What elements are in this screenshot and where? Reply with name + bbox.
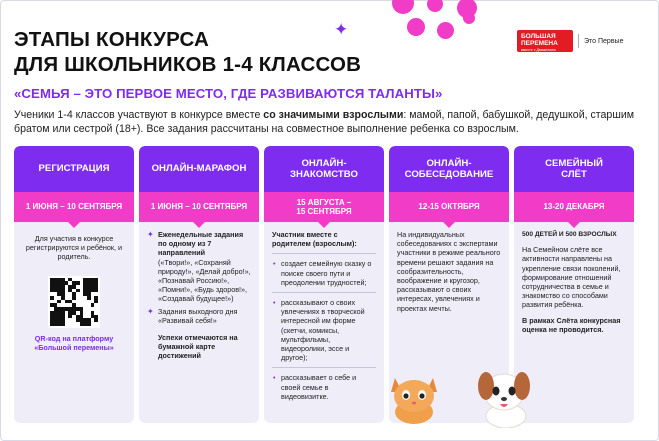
stage-registration: [14, 146, 134, 423]
qr-caption: QR-код на платформу «Большой перемены»: [34, 333, 114, 352]
stage-date: 13-20 ДЕКАБРЯ: [514, 192, 634, 222]
stage-title: РЕГИСТРАЦИЯ: [14, 146, 134, 192]
sparkle-icon: ✦: [334, 20, 349, 39]
stage-date: 1 ИЮНЯ – 10 СЕНТЯБРЯ: [14, 192, 134, 222]
sparkle-bullet-icon: ✦: [147, 306, 154, 316]
list-item: • рассказывает о себе и своей семье в видеовизитке.: [272, 373, 376, 401]
stage-title: СЕМЕЙНЫЙ СЛЁТ: [514, 146, 634, 192]
page-title: [14, 27, 434, 77]
title-line-2: ДЛЯ ШКОЛЬНИКОВ 1-4 КЛАССОВ: [14, 53, 362, 76]
brand-logo: [517, 30, 633, 59]
stage-title: ОНЛАЙН- ЗНАКОМСТВО: [264, 146, 384, 192]
stage-date: 15 АВГУСТА – 15 СЕНТЯБРЯ: [264, 192, 384, 222]
qr-module: [94, 322, 98, 326]
intro-bold: со значимыми взрослыми: [263, 109, 404, 121]
qr-code[interactable]: [48, 276, 100, 328]
stage-note: В рамках Слёта конкурсная оценка не проводится.: [522, 315, 621, 334]
stage-text: На Семейном слёте все активности направлены на укрепление связи поколений, формирование отношений сотрудничества в семье и знакомство со способами развития ребёнка.: [522, 245, 621, 310]
intro-text: Ученики 1-4 классов участвуют в конкурсе вместе со значимыми взрослыми: мамой, папой, бабушкой, дедушкой, старшим братом или сестрой (18+). Все задания рассчитаны на совместное выполнение ребенка со взрослым.: [14, 109, 635, 135]
stage-online-acquaintance: [264, 146, 384, 423]
marathon-achievements: Успехи отмечаются на бумажной карте достижений: [158, 333, 238, 361]
list-item: • рассказывают о своих увлечениях в творческой интересной им форме (скетчи, комиксы, мультфильмы, видеоролики, эссе и другое);: [272, 298, 376, 362]
sparkle-bullet-icon: ✦: [147, 230, 154, 239]
stage-lead: 500 ДЕТЕЙ И 500 ВЗРОСЛЫХ: [522, 231, 617, 238]
logo-divider: [578, 34, 579, 48]
partner-logo-text: Это Первые: [584, 37, 624, 45]
stage-title: ОНЛАЙН- СОБЕСЕДОВАНИЕ: [389, 146, 509, 192]
title-line-1: ЭТАПЫ КОНКУРСА: [14, 28, 209, 51]
dog-mascot-illustration: [472, 362, 534, 428]
stage-text: На индивидуальных собеседованиях с экспертами участники в режиме реального времени решают задания на сообразительность, воображение и кругозор, рассказывают о своих интересах, увлечениях и проектах мечты.: [397, 230, 501, 313]
marathon-weekend: ✦ Задания выходного дня «Развивай себя!»: [147, 306, 238, 325]
slogan: «СЕМЬЯ – ЭТО ПЕРВОЕ МЕСТО, ГДЕ РАЗВИВАЮТСЯ ТАЛАНТЫ»: [14, 86, 443, 101]
stage-date: 1 ИЮНЯ – 10 СЕНТЯБРЯ: [139, 192, 259, 222]
cat-mascot-illustration: [388, 368, 440, 424]
marathon-weekly: ✦ Еженедельные задания по одному из 7 направлений («Твори!», «Сохраняй природу!», «Делай добро!», «Познавай Россию!», «Помни!», «Будь здоров!», «Создавай будущее!»): [147, 230, 251, 304]
list-item: • создает семейную сказку о поиске своего пути и преодолении трудностей;: [272, 259, 376, 287]
stage-lead: Участник вместе с родителем (взрослым):: [272, 230, 357, 249]
stage-online-marathon: [139, 146, 259, 423]
stage-date: 12-15 ОКТЯБРЯ: [389, 192, 509, 222]
stage-text: Для участия в конкурсе регистрируются и ребёнок, и родитель.: [25, 234, 123, 262]
bolshaya-peremena-logo: БОЛЬШАЯ ПЕРЕМЕНА вместе с Движением Первых: [517, 30, 573, 52]
stage-title: ОНЛАЙН-МАРАФОН: [139, 146, 259, 192]
decorative-dots: [387, 0, 487, 48]
